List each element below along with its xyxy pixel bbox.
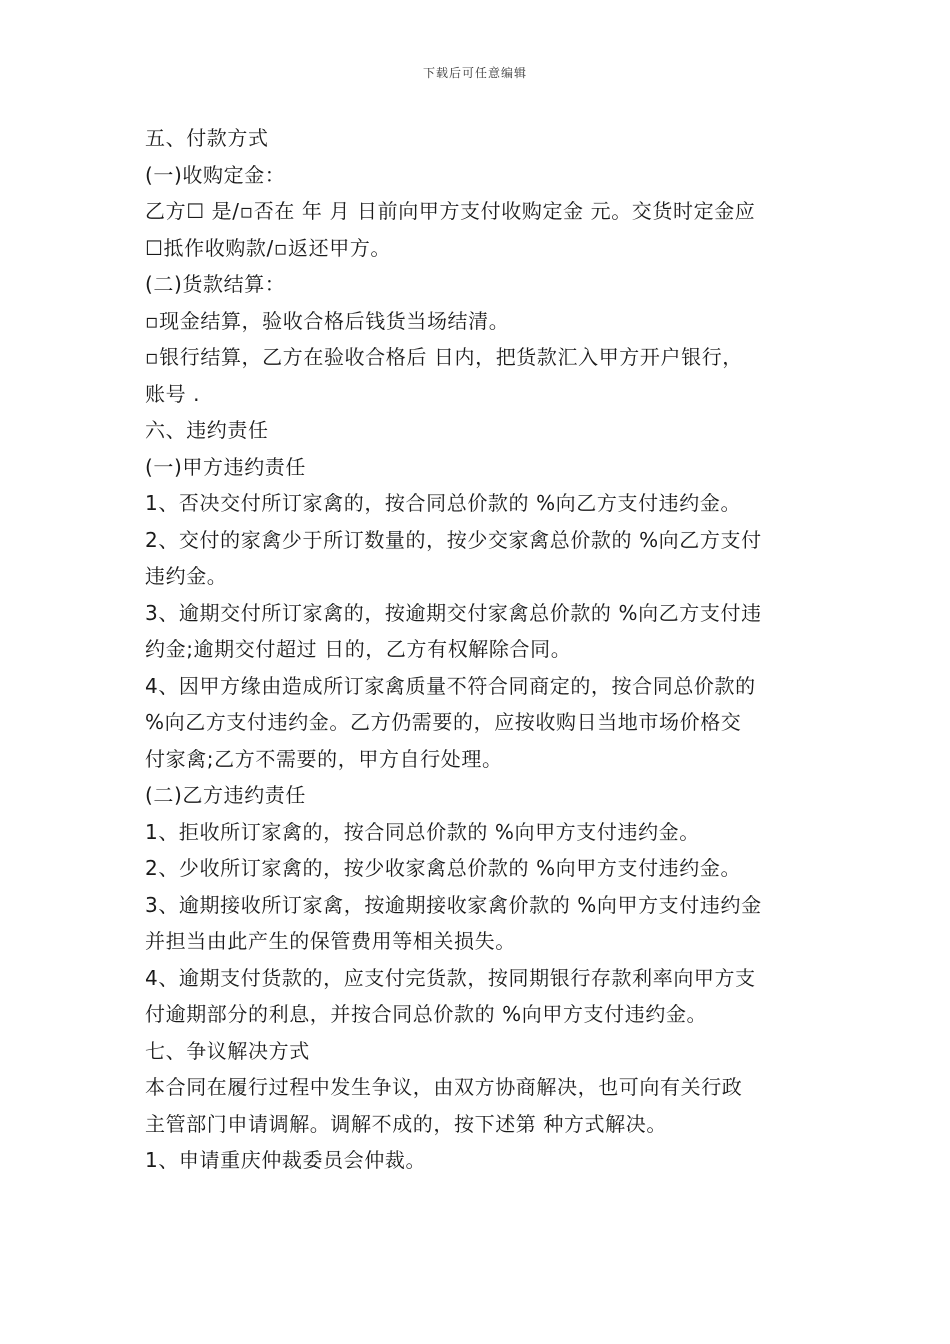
subheading-party-b: (二)乙方违约责任	[145, 783, 307, 807]
list-item: 2、少收所订家禽的，按少收家禽总价款的 %向甲方支付违约金。	[145, 856, 742, 880]
paragraph-line: 乙方☐ 是/▫否在 年 月 日前向甲方支付收购定金 元。交货时定金应	[145, 199, 756, 223]
list-item: 付家禽;乙方不需要的，甲方自行处理。	[145, 746, 503, 771]
section-heading-liability: 六、违约责任	[145, 418, 269, 442]
list-item: 3、逾期接收所订家禽，按逾期接收家禽价款的 %向甲方支付违约金	[145, 892, 762, 917]
page-header: 下载后可任意编辑	[422, 66, 527, 80]
list-item: 并担当由此产生的保管费用等相关损失。	[145, 929, 516, 953]
paragraph-line: ▫银行结算，乙方在验收合格后 日内，把货款汇入甲方开户银行，	[145, 345, 743, 369]
list-item: 4、逾期支付货款的，应支付完货款，按同期银行存款利率向甲方支	[145, 965, 756, 990]
paragraph-line: ▫现金结算，验收合格后钱货当场结清。	[145, 308, 510, 333]
subheading-deposit: (一)收购定金：	[145, 162, 286, 187]
list-item: 违约金。	[145, 564, 228, 588]
list-item: 付逾期部分的利息，并按合同总价款的 %向甲方支付违约金。	[145, 1002, 708, 1026]
document-body	[145, 120, 810, 1179]
list-item: %向乙方支付违约金。乙方仍需要的，应按收购日当地市场价格交	[145, 710, 742, 734]
section-heading-payment: 五、付款方式	[145, 126, 269, 150]
paragraph-line: 账号 .	[145, 381, 201, 406]
paragraph-line: 本合同在履行过程中发生争议，由双方协商解决，也可向有关行政	[145, 1075, 743, 1099]
paragraph-line: ☐抵作收购款/▫返还甲方。	[145, 235, 392, 260]
list-item: 1、否决交付所订家禽的，按合同总价款的 %向乙方支付违约金。	[145, 491, 742, 515]
paragraph-line: 主管部门申请调解。调解不成的，按下述第 种方式解决。	[145, 1111, 667, 1136]
list-item: 4、因甲方缘由造成所订家禽质量不符合同商定的，按合同总价款的	[145, 673, 756, 698]
list-item: 1、拒收所订家禽的，按合同总价款的 %向甲方支付违约金。	[145, 819, 700, 844]
list-item: 1、申请重庆仲裁委员会仲裁。	[145, 1148, 427, 1172]
list-item: 3、逾期交付所订家禽的，按逾期交付家禽总价款的 %向乙方支付违	[145, 600, 762, 625]
subheading-party-a: (一)甲方违约责任	[145, 454, 307, 479]
section-heading-dispute: 七、争议解决方式	[145, 1038, 310, 1063]
subheading-settlement: (二)货款结算：	[145, 272, 286, 296]
list-item: 2、交付的家禽少于所订数量的，按少交家禽总价款的 %向乙方支付	[145, 527, 762, 552]
list-item: 约金;逾期交付超过 日的，乙方有权解除合同。	[145, 637, 572, 661]
